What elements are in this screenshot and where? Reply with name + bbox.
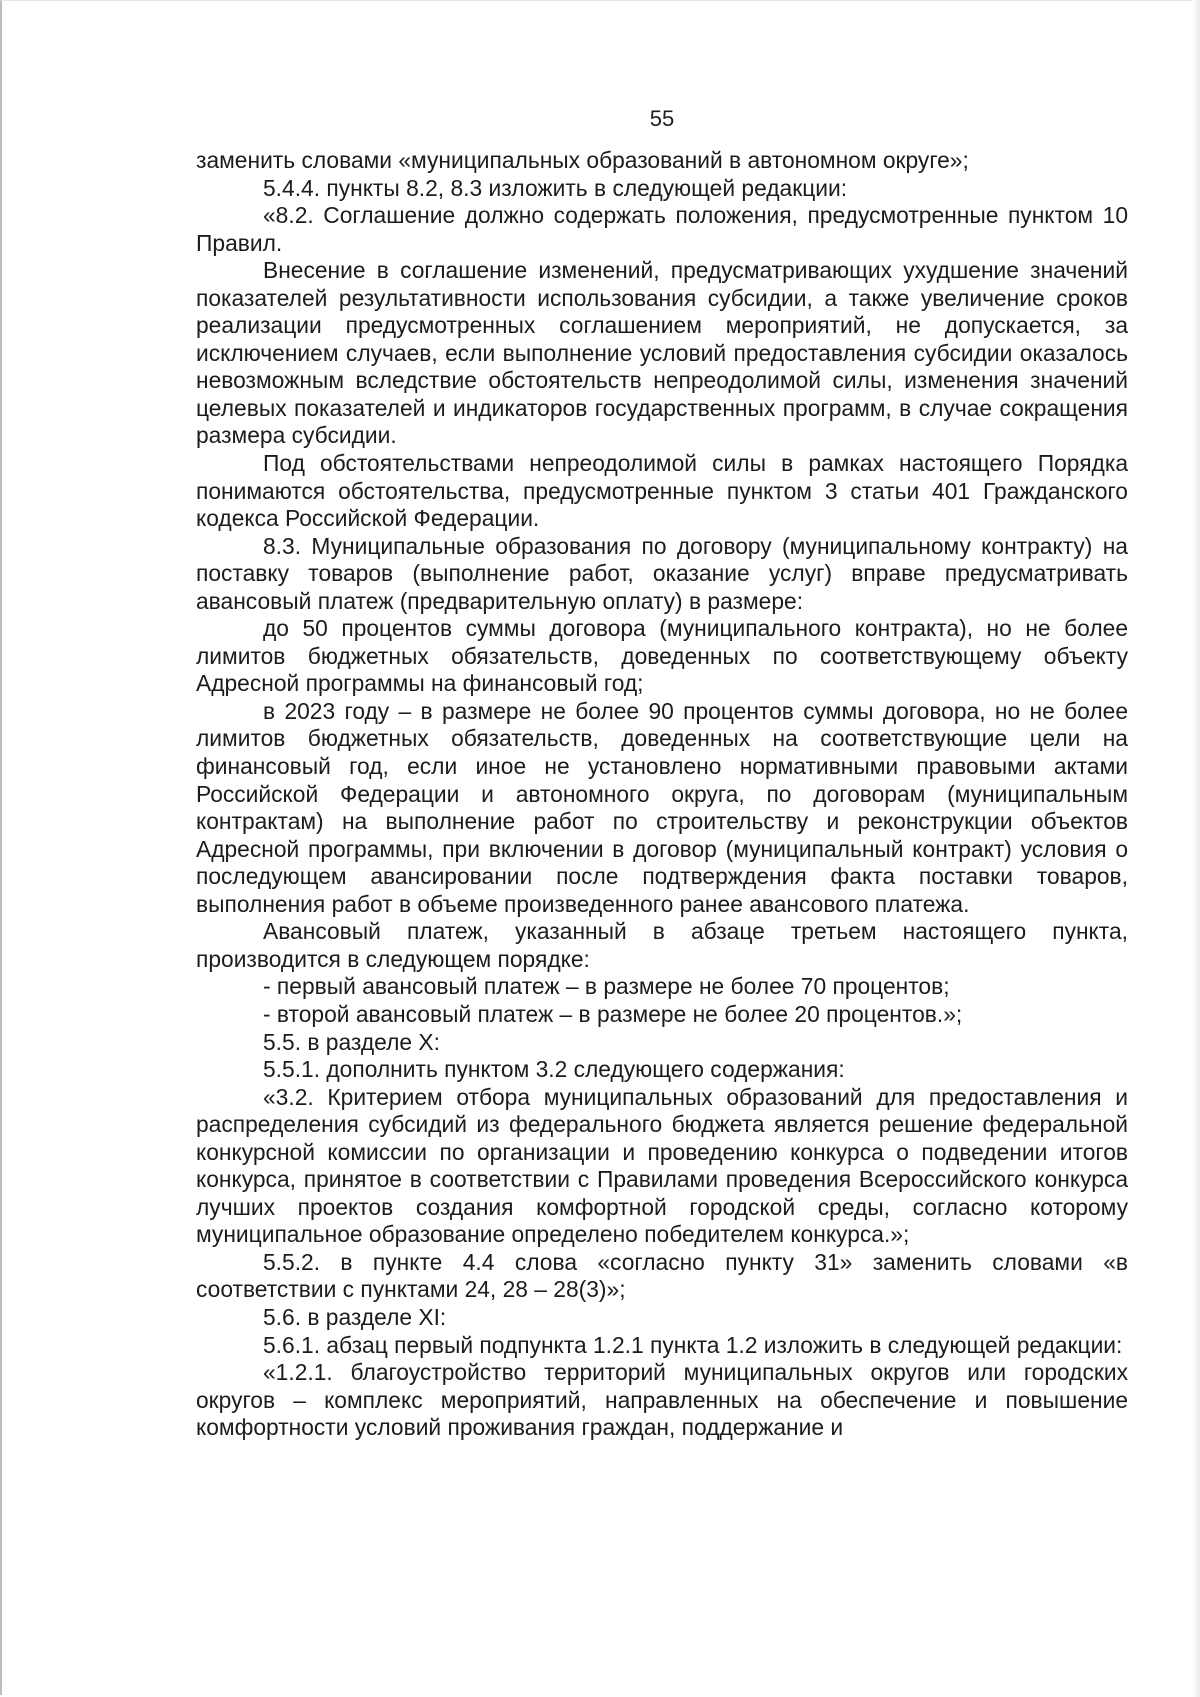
paragraph-item-3-2: «3.2. Критерием отбора муниципальных образований для предоставления и распределения субсидий из федерального бюджета является решение федеральной конкурсной комиссии по организации и проведению конкурса о подведении итогов конкурса, принятое в соответствии с Правилами проведения Всероссийского конкурса лучших проектов создания комфортной городской среды, согласно которому муниципальное образование определено победителем конкурса.»; — [196, 1083, 1128, 1248]
paragraph-item-5-6-1: 5.6.1. абзац первый подпункта 1.2.1 пункта 1.2 изложить в следующей редакции: — [263, 1331, 1123, 1358]
paragraph-force-majeure: Под обстоятельствами непреодолимой силы в рамках настоящего Порядка понимаются обстоятельства, предусмотренные пунктом 3 статьи 401 Гражданского кодекса Российской Федерации. — [196, 450, 1128, 532]
paragraph-advance-2023: в 2023 году – в размере не более 90 процентов суммы договора, но не более лимитов бюджетных обязательств, доведенных на соответствующие цели на финансовый год, если иное не установлено нормативными правовыми актами Российской Федерации и автономного округа, по договорам (муниципальным контрактам) на выполнение работ по строительству и реконструкции объектов Адресной программы, при включении в договор (муниципальный контракт) условия о последующем авансировании после подтверждения факта поставки товаров, выполнения работ в объеме произведенного ранее авансового платежа. — [196, 697, 1128, 917]
paragraph-continuation: заменить словами «муниципальных образований в автономном округе»; — [196, 147, 969, 173]
document-text — [196, 147, 1128, 1442]
paragraph-advance-50: до 50 процентов суммы договора (муниципального контракта), но не более лимитов бюджетных обязательств, доведенных по соответствующему объекту Адресной программы на финансовый год; — [196, 615, 1128, 697]
paragraph-item-8-2: «8.2. Соглашение должно содержать положения, предусмотренные пунктом 10 Правил. — [196, 202, 1128, 256]
paragraph-item-5-5: 5.5. в разделе X: — [263, 1028, 440, 1055]
paragraph-amendments: Внесение в соглашение изменений, предусматривающих ухудшение значений показателей результативности использования субсидии, а также увеличение сроков реализации предусмотренных соглашением мероприятий, не допускается, за исключением случаев, если выполнение условий предоставления субсидии оказалось невозможным вследствие обстоятельств непреодолимой силы, изменения значений целевых показателей и индикаторов государственных программ, в случае сокращения размера субсидии. — [196, 257, 1128, 449]
paragraph-item-8-3: 8.3. Муниципальные образования по договору (муниципальному контракту) на поставку товаров (выполнение работ, оказание услуг) вправе предусматривать авансовый платеж (предварительную оплату) в размере: — [196, 532, 1128, 614]
paragraph-second-advance: - второй авансовый платеж – в размере не более 20 процентов.»; — [263, 1000, 963, 1027]
paragraph-item-5-5-2: 5.5.2. в пункте 4.4 слова «согласно пункту 31» заменить словами «в соответствии с пунктами 24, 28 – 28(3)»; — [196, 1248, 1128, 1303]
paragraph-item-5-5-1: 5.5.1. дополнить пунктом 3.2 следующего содержания: — [263, 1056, 845, 1083]
page-number: 55 — [649, 106, 675, 131]
page-edge-shadow — [1192, 0, 1200, 1697]
paragraph-item-1-2-1: «1.2.1. благоустройство территорий муниципальных округов или городских округов – комплекс мероприятий, направленных на обеспечение и повышение комфортности условий проживания граждан, поддержание и — [196, 1359, 1128, 1441]
paragraph-item-5-4-4: 5.4.4. пункты 8.2, 8.3 изложить в следующей редакции: — [263, 174, 848, 201]
paragraph-first-advance: - первый авансовый платеж – в размере не более 70 процентов; — [263, 973, 950, 1000]
paragraph-item-5-6: 5.6. в разделе XI: — [263, 1303, 447, 1330]
paragraph-advance-order: Авансовый платеж, указанный в абзаце третьем настоящего пункта, производится в следующем порядке: — [196, 918, 1128, 972]
